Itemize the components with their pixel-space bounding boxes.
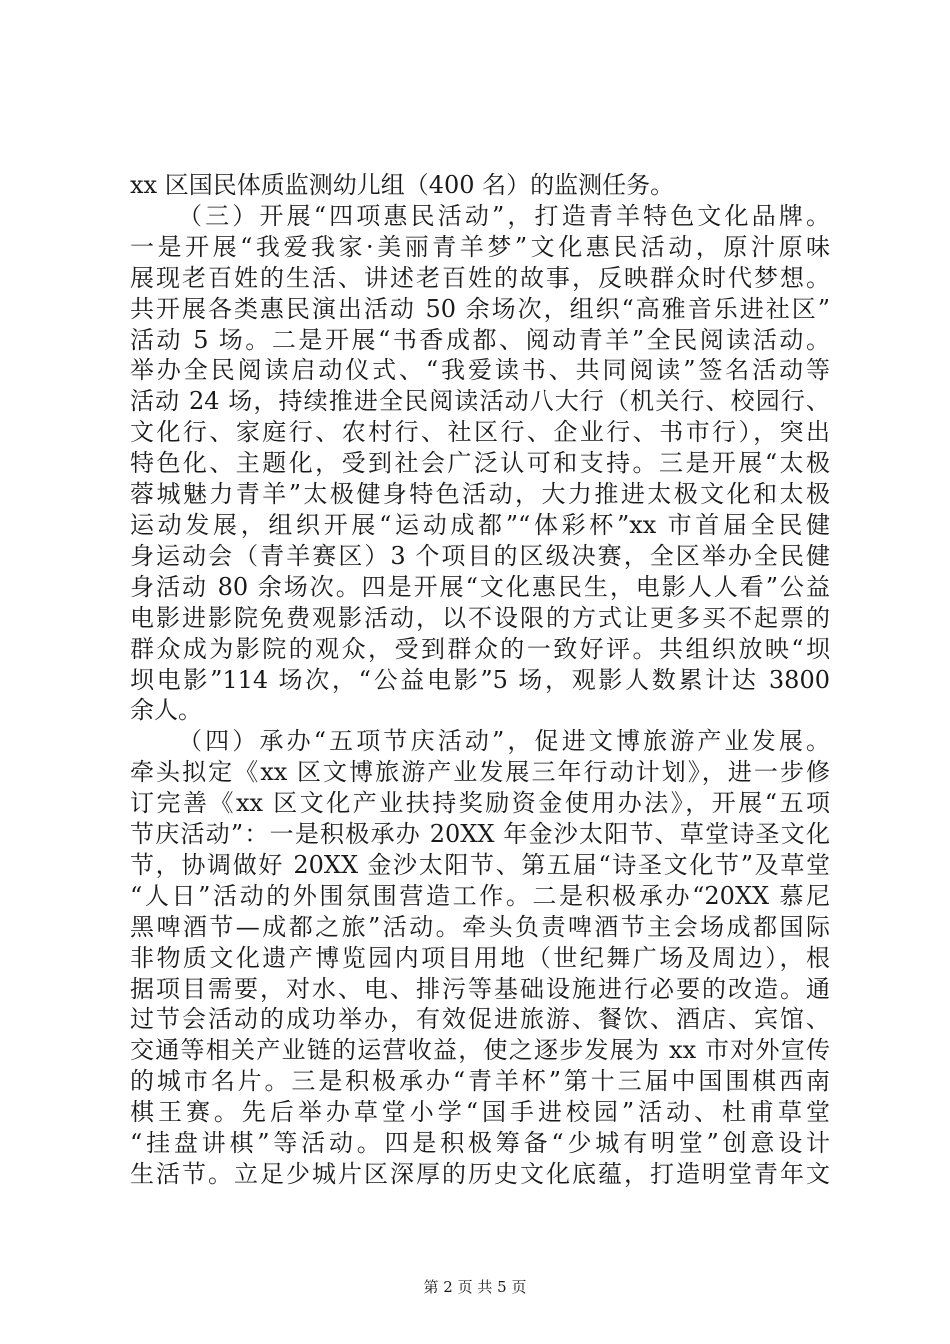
text-line: xx 区国民体质监测幼儿组（400 名）的监测任务。 <box>130 171 675 199</box>
text-line: 举办全民阅读启动仪式、“我爱读书、共同阅读”签名活动等 <box>130 356 830 385</box>
text-line: 展现老百姓的生活、讲述老百姓的故事，反映群众时代梦想。 <box>130 263 830 292</box>
text-line: 蓉城魅力青羊”太极健身特色活动，大力推进太极文化和太极 <box>130 480 830 509</box>
text-line: 过节会活动的成功举办，有效促进旅游、餐饮、酒店、宾馆、 <box>130 1005 830 1034</box>
text-line: 余人。 <box>130 696 202 725</box>
text-line: 特色化、主题化，受到社会广泛认可和支持。三是开展“太极 <box>130 449 830 478</box>
text-line: （三）开展“四项惠民活动”，打造青羊特色文化品牌。 <box>178 201 830 230</box>
text-line: 群众成为影院的观众，受到群众的一致好评。共组织放映“坝 <box>130 634 830 663</box>
text-line: 交通等相关产业链的运营收益，使之逐步发展为 xx 市对外宣传 <box>130 1036 830 1065</box>
text-line: 身运动会（青羊赛区）3 个项目的区级决赛，全区举办全民健 <box>130 541 830 570</box>
text-line: 一是开展“我爱我家·美丽青羊梦”文化惠民活动，原汁原味 <box>130 232 830 261</box>
text-line: 节，协调做好 20XX 金沙太阳节、第五届“诗圣文化节”及草堂 <box>130 850 830 879</box>
text-line: 据项目需要，对水、电、排污等基础设施进行必要的改造。通 <box>130 974 830 1003</box>
document-body <box>130 170 830 1190</box>
text-line: 身活动 80 余场次。四是开展“文化惠民生，电影人人看”公益 <box>130 572 830 601</box>
text-line: 棋王赛。先后举办草堂小学“国手进校园”活动、杜甫草堂 <box>130 1098 830 1127</box>
text-line: 生活节。立足少城片区深厚的历史文化底蕴，打造明堂青年文 <box>130 1160 830 1188</box>
text-line: 的城市名片。三是积极承办“青羊杯”第十三届中国围棋西南 <box>130 1067 830 1096</box>
text-line: （四）承办“五项节庆活动”，促进文博旅游产业发展。 <box>178 727 830 756</box>
text-line: 活动 5 场。二是开展“书香成都、阅动青羊”全民阅读活动。 <box>130 325 830 354</box>
text-line: 非物质文化遗产博览园内项目用地（世纪舞广场及周边），根 <box>130 943 830 972</box>
text-line: 牵头拟定《xx 区文博旅游产业发展三年行动计划》，进一步修 <box>130 758 830 787</box>
text-line: “挂盘讲棋”等活动。四是积极筹备“少城有明堂”创意设计 <box>130 1129 830 1158</box>
text-line: 电影进影院免费观影活动，以不设限的方式让更多买不起票的 <box>130 603 830 632</box>
text-line: 运动发展，组织开展“运动成都”“体彩杯”xx 市首届全民健 <box>130 510 830 539</box>
text-line: “人日”活动的外围氛围营造工作。二是积极承办“20XX 慕尼 <box>130 881 830 910</box>
text-line: 活动 24 场，持续推进全民阅读活动八大行（机关行、校园行、 <box>130 387 830 416</box>
text-line: 共开展各类惠民演出活动 50 余场次，组织“高雅音乐进社区” <box>130 294 830 323</box>
text-line: 节庆活动”：一是积极承办 20XX 年金沙太阳节、草堂诗圣文化 <box>130 820 830 849</box>
text-line: 订完善《xx 区文化产业扶持奖励资金使用办法》，开展“五项 <box>130 789 830 818</box>
text-line: 黑啤酒节—成都之旅”活动。牵头负责啤酒节主会场成都国际 <box>130 912 830 941</box>
text-line: 文化行、家庭行、农村行、社区行、企业行、书市行），突出 <box>130 418 830 447</box>
text-line: 坝电影”114 场次，“公益电影”5 场，观影人数累计达 3800 <box>130 665 830 694</box>
page-footer: 第 2 页 共 5 页 <box>423 1278 527 1296</box>
